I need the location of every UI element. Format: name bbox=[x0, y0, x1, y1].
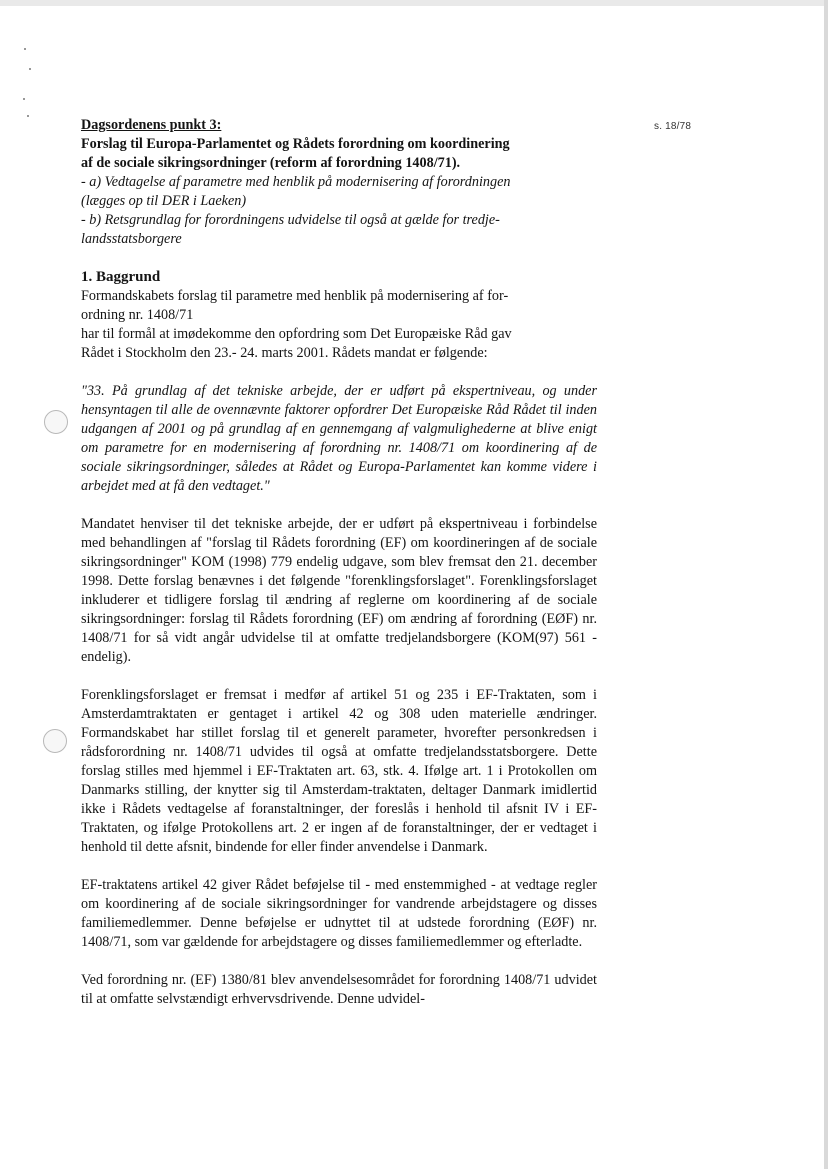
intro-line-2: ordning nr. 1408/71 bbox=[81, 307, 194, 323]
punch-hole bbox=[44, 410, 68, 434]
intro-line-4: Rådet i Stockholm den 23.- 24. marts 2001. Rådets mandat er følgende: bbox=[81, 345, 488, 361]
punch-hole bbox=[43, 729, 67, 753]
intro-line-1: Formandskabets forslag til parametre med henblik på modernisering af for- bbox=[81, 288, 509, 304]
mandate-quote: "33. På grundlag af det tekniske arbejde, der er udført på ekspertniveau, og under hensyntagen til alle de ovennævnte faktorer opfordrer Det Europæiske Råd Rådet til inden udgangen af 2001 og på grundlag af en gennemgang af valgmulighederne at blive enigt om parametre for en modernisering af forordning nr. 1408/71 om koordinering af de sociale sikringsordninger, således at Rådet og Europa-Parlamentet kan komme videre i arbejdet med at få den vedtaget." bbox=[81, 383, 597, 494]
scan-speck bbox=[24, 48, 26, 50]
page-reference: s. 18/78 bbox=[654, 121, 692, 132]
agenda-title-line-1: Forslag til Europa-Parlamentet og Rådets forordning om koordinering bbox=[81, 136, 510, 152]
agenda-heading: Dagsordenens punkt 3: bbox=[81, 117, 222, 133]
page-right-edge bbox=[824, 0, 828, 1169]
page-top-edge bbox=[0, 0, 828, 6]
scan-speck bbox=[27, 115, 29, 117]
paragraph-legal-basis: Forenklingsforslaget er fremsat i medfør af artikel 51 og 235 i EF-Traktaten, som i Amsterdamtraktaten er gentaget i artikel 42 og 308 uden materielle ændringer. Formandskabet har stillet forslag til et generelt parameter, hvorefter personkredsen i rådsforordning nr. 1408/71 udvides til også at omfatte tredjelandsstatsborgere. Dette forslag stilles med hjemmel i EF-Traktaten art. 63, stk. 4. Ifølge art. 1 i Protokollen om Danmarks stilling, der knytter sig til Amsterdam-traktaten, deltager Danmark imidlertid ikke i Rådets vedtagelse af foranstaltninger, der foreslås i henhold til afsnit IV i EF-Traktaten, og ifølge Protokollens art. 2 er ingen af de foranstaltninger, der er vedtaget i henhold til dette afsnit, bindende for eller finder anvendelse i Danmark. bbox=[81, 687, 597, 855]
paragraph-regulation-1380: Ved forordning nr. (EF) 1380/81 blev anvendelsesområdet for forordning 1408/71 udvidet til at omfatte selvstændigt erhvervsdrivende. Denne udvidel- bbox=[81, 972, 597, 1007]
document-body bbox=[81, 116, 597, 1009]
intro-line-3: har til formål at imødekomme den opfordring som Det Europæiske Råd gav bbox=[81, 326, 512, 342]
subpoint-b-line-1: - b) Retsgrundlag for forordningens udvidelse til også at gælde for tredje- bbox=[81, 212, 500, 228]
section-heading: 1. Baggrund bbox=[81, 269, 161, 285]
scan-speck bbox=[29, 68, 31, 70]
subpoint-a-line-1: - a) Vedtagelse af parametre med henblik på modernisering af forordningen bbox=[81, 174, 511, 190]
subpoint-a-line-2: (lægges op til DER i Laeken) bbox=[81, 193, 247, 209]
agenda-title-line-2: af de sociale sikringsordninger (reform af forordning 1408/71). bbox=[81, 155, 461, 171]
paragraph-mandate: Mandatet henviser til det tekniske arbejde, der er udført på ekspertniveau i forbindelse med behandlingen af "forslag til Rådets forordning (EF) om koordineringen af de sociale sikringsordninger" KOM (1998) 779 endelig udgave, som blev fremsat den 21. december 1998. Dette forslag benævnes i det følgende "forenklingsforslaget". Forenklingsforslaget inkluderer et tidligere forslag til ændring af reglerne om koordinering af de sociale sikringsordninger: forslag til Rådets forordning (EF) om ændring af forordning (EØF) nr. 1408/71 for så vidt angår udvidelse til at omfatte tredjelandsborgere (KOM(97) 561 - endelig). bbox=[81, 516, 597, 665]
scan-speck bbox=[23, 98, 25, 100]
subpoint-b-line-2: landsstatsborgere bbox=[81, 231, 182, 247]
paragraph-article-42: EF-traktatens artikel 42 giver Rådet beføjelse til - med enstemmighed - at vedtage regler om koordinering af de sociale sikringsordninger for vandrende arbejdstagere og disses familiemedlemmer. Denne beføjelse er udnyttet til at udstede forordning (EØF) nr. 1408/71, som var gældende for arbejdstagere og disses familiemedlemmer og efterladte. bbox=[81, 877, 597, 950]
